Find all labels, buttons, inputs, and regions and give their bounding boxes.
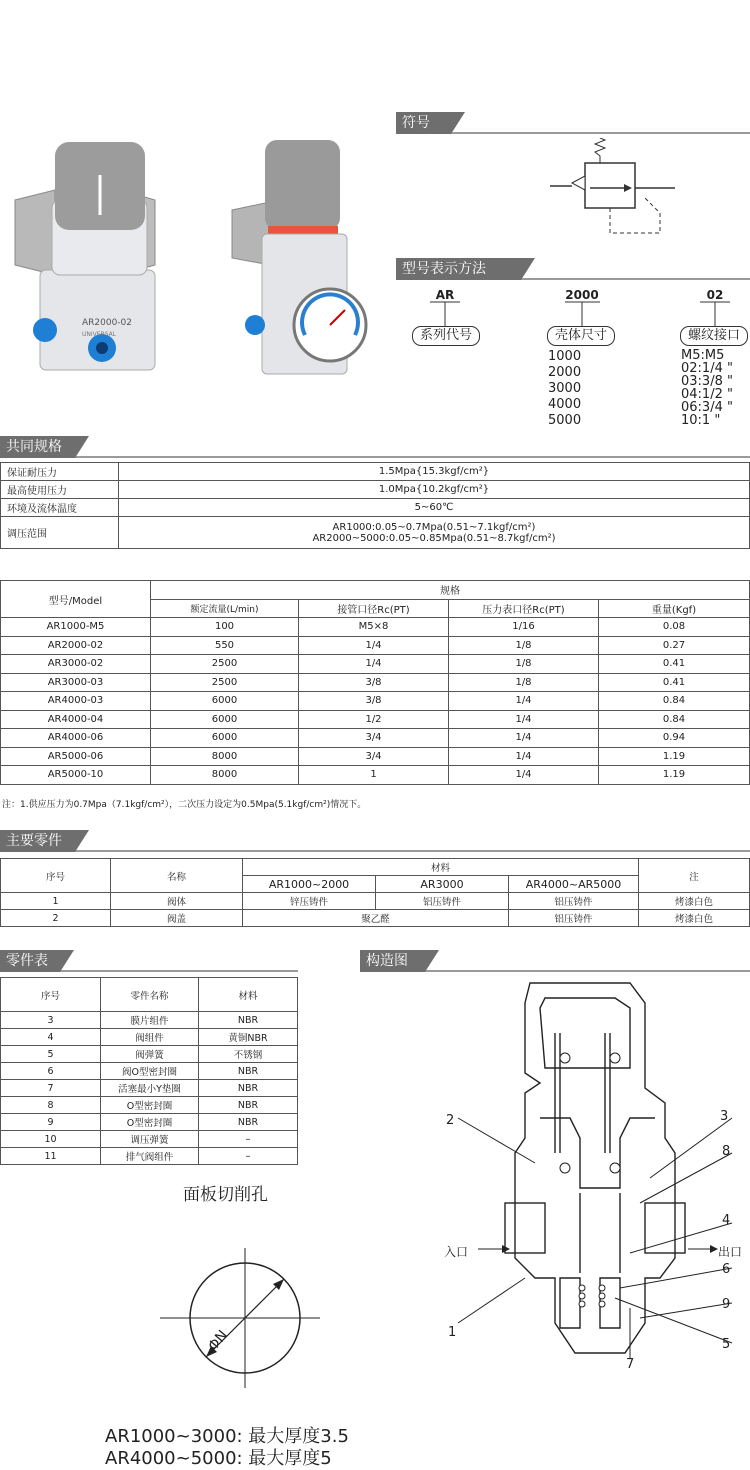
- table-cell: AR1000-M5: [1, 618, 151, 637]
- parts-list-section-header: 零件表: [0, 950, 298, 972]
- table-cell: NBR: [199, 1114, 298, 1131]
- table-cell: 调压弹簧: [101, 1131, 199, 1148]
- regulator-left-image: [15, 142, 155, 370]
- callout-4: 4: [722, 1213, 731, 1228]
- table-cell: 1/4: [449, 766, 599, 785]
- table-cell: 1: [1, 893, 111, 910]
- table-cell: 0.41: [599, 655, 750, 674]
- callout-8: 8: [722, 1144, 731, 1159]
- table-cell: 铝压铸件: [376, 893, 509, 910]
- table-cell: 5: [1, 1046, 101, 1063]
- table-cell: 不锈钢: [199, 1046, 298, 1063]
- callout-3: 3: [720, 1109, 729, 1124]
- table-cell: 1/4: [299, 655, 449, 674]
- common-spec-section-header: 共同规格: [0, 436, 750, 458]
- table-cell: 保证耐压力: [1, 463, 119, 481]
- table-cell: 3/8: [299, 692, 449, 711]
- outlet-label: 出口: [718, 1245, 743, 1259]
- table-cell: 阀O型密封圈: [101, 1063, 199, 1080]
- table-row: [1, 710, 750, 729]
- callout-6: 6: [722, 1262, 731, 1277]
- table-cell: 2: [1, 910, 111, 927]
- left-brand-marking: UNIVERSAL: [82, 331, 117, 338]
- table-cell: 排气阀组件: [101, 1148, 199, 1165]
- table-cell: 4: [1, 1029, 101, 1046]
- table-cell: 1/4: [449, 747, 599, 766]
- table-cell: AR3000-03: [1, 673, 151, 692]
- table-cell: 材料: [243, 859, 639, 876]
- table-row: [1, 1080, 298, 1097]
- table-cell: AR3000-02: [1, 655, 151, 674]
- table-cell: 1/8: [449, 673, 599, 692]
- code-size: 2000: [565, 288, 599, 302]
- table-cell: AR1000~2000: [243, 876, 376, 893]
- thickness-line-1: AR1000~3000: 最大厚度3.5: [105, 1426, 349, 1447]
- pill-size: 壳体尺寸: [547, 326, 615, 346]
- model-code-section-header: 型号表示方法: [396, 258, 750, 280]
- table-cell: NBR: [199, 1080, 298, 1097]
- pill-thread: 螺纹接口: [680, 326, 748, 346]
- table-cell: 6000: [151, 692, 299, 711]
- callout-2: 2: [446, 1113, 455, 1128]
- regulator-right-image: [232, 140, 366, 374]
- table-cell: 8000: [151, 747, 299, 766]
- table-cell: AR2000-02: [1, 636, 151, 655]
- callout-9: 9: [722, 1297, 731, 1312]
- table-cell: 压力表口径Rc(PT): [449, 599, 599, 618]
- callout-5: 5: [722, 1337, 731, 1352]
- table-row: [1, 636, 750, 655]
- table-cell: 9: [1, 1114, 101, 1131]
- table-cell: 0.27: [599, 636, 750, 655]
- table-cell: 序号: [1, 859, 111, 893]
- table-cell: 额定流量(L/min): [151, 599, 299, 618]
- table-cell: 1/8: [449, 636, 599, 655]
- table-cell: 0.41: [599, 673, 750, 692]
- table-cell: 膜片组件: [101, 1012, 199, 1029]
- model-spec-table: [0, 580, 750, 785]
- diameter-label: ΦN: [205, 1327, 232, 1355]
- table-cell: M5×8: [299, 618, 449, 637]
- table-cell: 1/8: [449, 655, 599, 674]
- table-cell: O型密封圈: [101, 1114, 199, 1131]
- structure-section-header: 构造图: [360, 950, 750, 972]
- table-cell: 铝压铸件: [509, 910, 639, 927]
- inlet-label: 入口: [444, 1245, 469, 1259]
- table-cell: 0.08: [599, 618, 750, 637]
- table-cell: 7: [1, 1080, 101, 1097]
- table-row: [1, 517, 750, 549]
- table-row: [1, 1029, 298, 1046]
- table-cell: 环境及流体温度: [1, 499, 119, 517]
- table-cell: 烤漆白色: [639, 910, 750, 927]
- table-cell: 烤漆白色: [639, 893, 750, 910]
- table-cell: 11: [1, 1148, 101, 1165]
- table-cell: 0.84: [599, 710, 750, 729]
- table-row: [1, 766, 750, 785]
- table-cell: 8000: [151, 766, 299, 785]
- table-cell: 2500: [151, 655, 299, 674]
- main-parts-table: [0, 858, 750, 927]
- table-cell: 零件名称: [101, 978, 199, 1012]
- callout-1: 1: [448, 1325, 457, 1340]
- code-series: AR: [435, 288, 455, 302]
- table-cell: 锌压铸件: [243, 893, 376, 910]
- table-row: [1, 1148, 298, 1165]
- table-cell: 活塞最小Y垫圈: [101, 1080, 199, 1097]
- table-cell: AR5000-06: [1, 747, 151, 766]
- table-cell: AR4000-03: [1, 692, 151, 711]
- thread-options: M5:M5 02:1/4 " 03:3/8 " 04:1/2 " 06:3/4 " 10:1 ": [681, 348, 733, 428]
- thickness-line-2: AR4000~5000: 最大厚度5: [105, 1448, 332, 1469]
- panel-cut-diagram: [160, 1248, 320, 1388]
- table-row: [1, 463, 750, 481]
- table-row: [1, 1097, 298, 1114]
- main-parts-section-header: 主要零件: [0, 830, 750, 852]
- table-cell: 阀盖: [111, 910, 243, 927]
- table-cell: NBR: [199, 1063, 298, 1080]
- table-cell: 3/4: [299, 729, 449, 748]
- table-cell: AR1000:0.05~0.7Mpa(0.51~7.1kgf/cm²) AR2000~5000:0.05~0.85Mpa(0.51~8.7kgf/cm²): [119, 517, 750, 549]
- model-table-note: 注：1.供应压力为0.7Mpa（7.1kgf/cm²），二次压力设定为0.5Mpa(5.1kgf/cm²)情况下。: [2, 800, 367, 810]
- table-cell: 黄铜NBR: [199, 1029, 298, 1046]
- table-row: [1, 481, 750, 499]
- symbol-section-header: 符号: [396, 112, 750, 134]
- table-cell: 1.0Mpa{10.2kgf/cm²}: [119, 481, 750, 499]
- table-cell: 阀体: [111, 893, 243, 910]
- table-cell: AR4000~AR5000: [509, 876, 639, 893]
- table-cell: AR4000-04: [1, 710, 151, 729]
- table-cell: 重量(Kgf): [599, 599, 750, 618]
- table-cell: 100: [151, 618, 299, 637]
- table-cell: 1/4: [449, 710, 599, 729]
- table-cell: 2500: [151, 673, 299, 692]
- table-cell: 3: [1, 1012, 101, 1029]
- table-cell: 序号: [1, 978, 101, 1012]
- table-cell: –: [199, 1131, 298, 1148]
- table-cell: 聚乙醛: [243, 910, 509, 927]
- table-cell: 10: [1, 1131, 101, 1148]
- left-model-marking: AR2000-02: [82, 318, 133, 328]
- structure-diagram: [440, 978, 750, 1370]
- table-row: [1, 1012, 298, 1029]
- table-cell: 6000: [151, 710, 299, 729]
- table-cell: 材料: [199, 978, 298, 1012]
- table-cell: 1/4: [299, 636, 449, 655]
- table-cell: 阀弹簧: [101, 1046, 199, 1063]
- regulator-symbol: [550, 138, 680, 238]
- parts-list-table: [0, 977, 298, 1165]
- table-row: [1, 893, 750, 910]
- table-cell: 0.94: [599, 729, 750, 748]
- table-cell: 型号/Model: [1, 581, 151, 618]
- table-cell: 接管口径Rc(PT): [299, 599, 449, 618]
- table-row: [1, 1131, 298, 1148]
- table-row: [1, 747, 750, 766]
- table-row: [1, 729, 750, 748]
- table-cell: 1/4: [449, 729, 599, 748]
- table-cell: 5~60℃: [119, 499, 750, 517]
- table-cell: AR3000: [376, 876, 509, 893]
- table-row: [1, 1114, 298, 1131]
- table-row: [1, 499, 750, 517]
- table-cell: 阀组件: [101, 1029, 199, 1046]
- table-row: [1, 1046, 298, 1063]
- table-cell: 1/4: [449, 692, 599, 711]
- table-cell: O型密封圈: [101, 1097, 199, 1114]
- table-cell: 调压范围: [1, 517, 119, 549]
- table-cell: 1.19: [599, 747, 750, 766]
- table-row: [1, 673, 750, 692]
- table-cell: 3/8: [299, 673, 449, 692]
- table-cell: NBR: [199, 1012, 298, 1029]
- table-row: [1, 910, 750, 927]
- product-photos: [10, 130, 380, 390]
- code-thread: 02: [706, 288, 724, 302]
- common-spec-table: [0, 462, 750, 549]
- table-cell: 注: [639, 859, 750, 893]
- size-options: 1000 2000 3000 4000 5000: [548, 349, 582, 428]
- table-cell: NBR: [199, 1097, 298, 1114]
- pill-series: 系列代号: [412, 326, 480, 346]
- table-cell: 6: [1, 1063, 101, 1080]
- table-cell: 1/2: [299, 710, 449, 729]
- table-cell: 1.19: [599, 766, 750, 785]
- table-cell: 最高使用压力: [1, 481, 119, 499]
- panel-cut-title: 面板切削孔: [183, 1185, 268, 1205]
- table-cell: 1: [299, 766, 449, 785]
- table-cell: AR4000-06: [1, 729, 151, 748]
- table-cell: 3/4: [299, 747, 449, 766]
- table-cell: 6000: [151, 729, 299, 748]
- table-cell: –: [199, 1148, 298, 1165]
- table-row: [1, 692, 750, 711]
- table-cell: 1/16: [449, 618, 599, 637]
- callout-7: 7: [626, 1357, 635, 1370]
- table-cell: 铝压铸件: [509, 893, 639, 910]
- table-cell: 0.84: [599, 692, 750, 711]
- table-row: [1, 655, 750, 674]
- table-row: [1, 1063, 298, 1080]
- table-cell: 550: [151, 636, 299, 655]
- table-cell: 规格: [151, 581, 750, 600]
- table-cell: 8: [1, 1097, 101, 1114]
- table-cell: AR5000-10: [1, 766, 151, 785]
- table-cell: 1.5Mpa{15.3kgf/cm²}: [119, 463, 750, 481]
- table-cell: 名称: [111, 859, 243, 893]
- table-row: [1, 618, 750, 637]
